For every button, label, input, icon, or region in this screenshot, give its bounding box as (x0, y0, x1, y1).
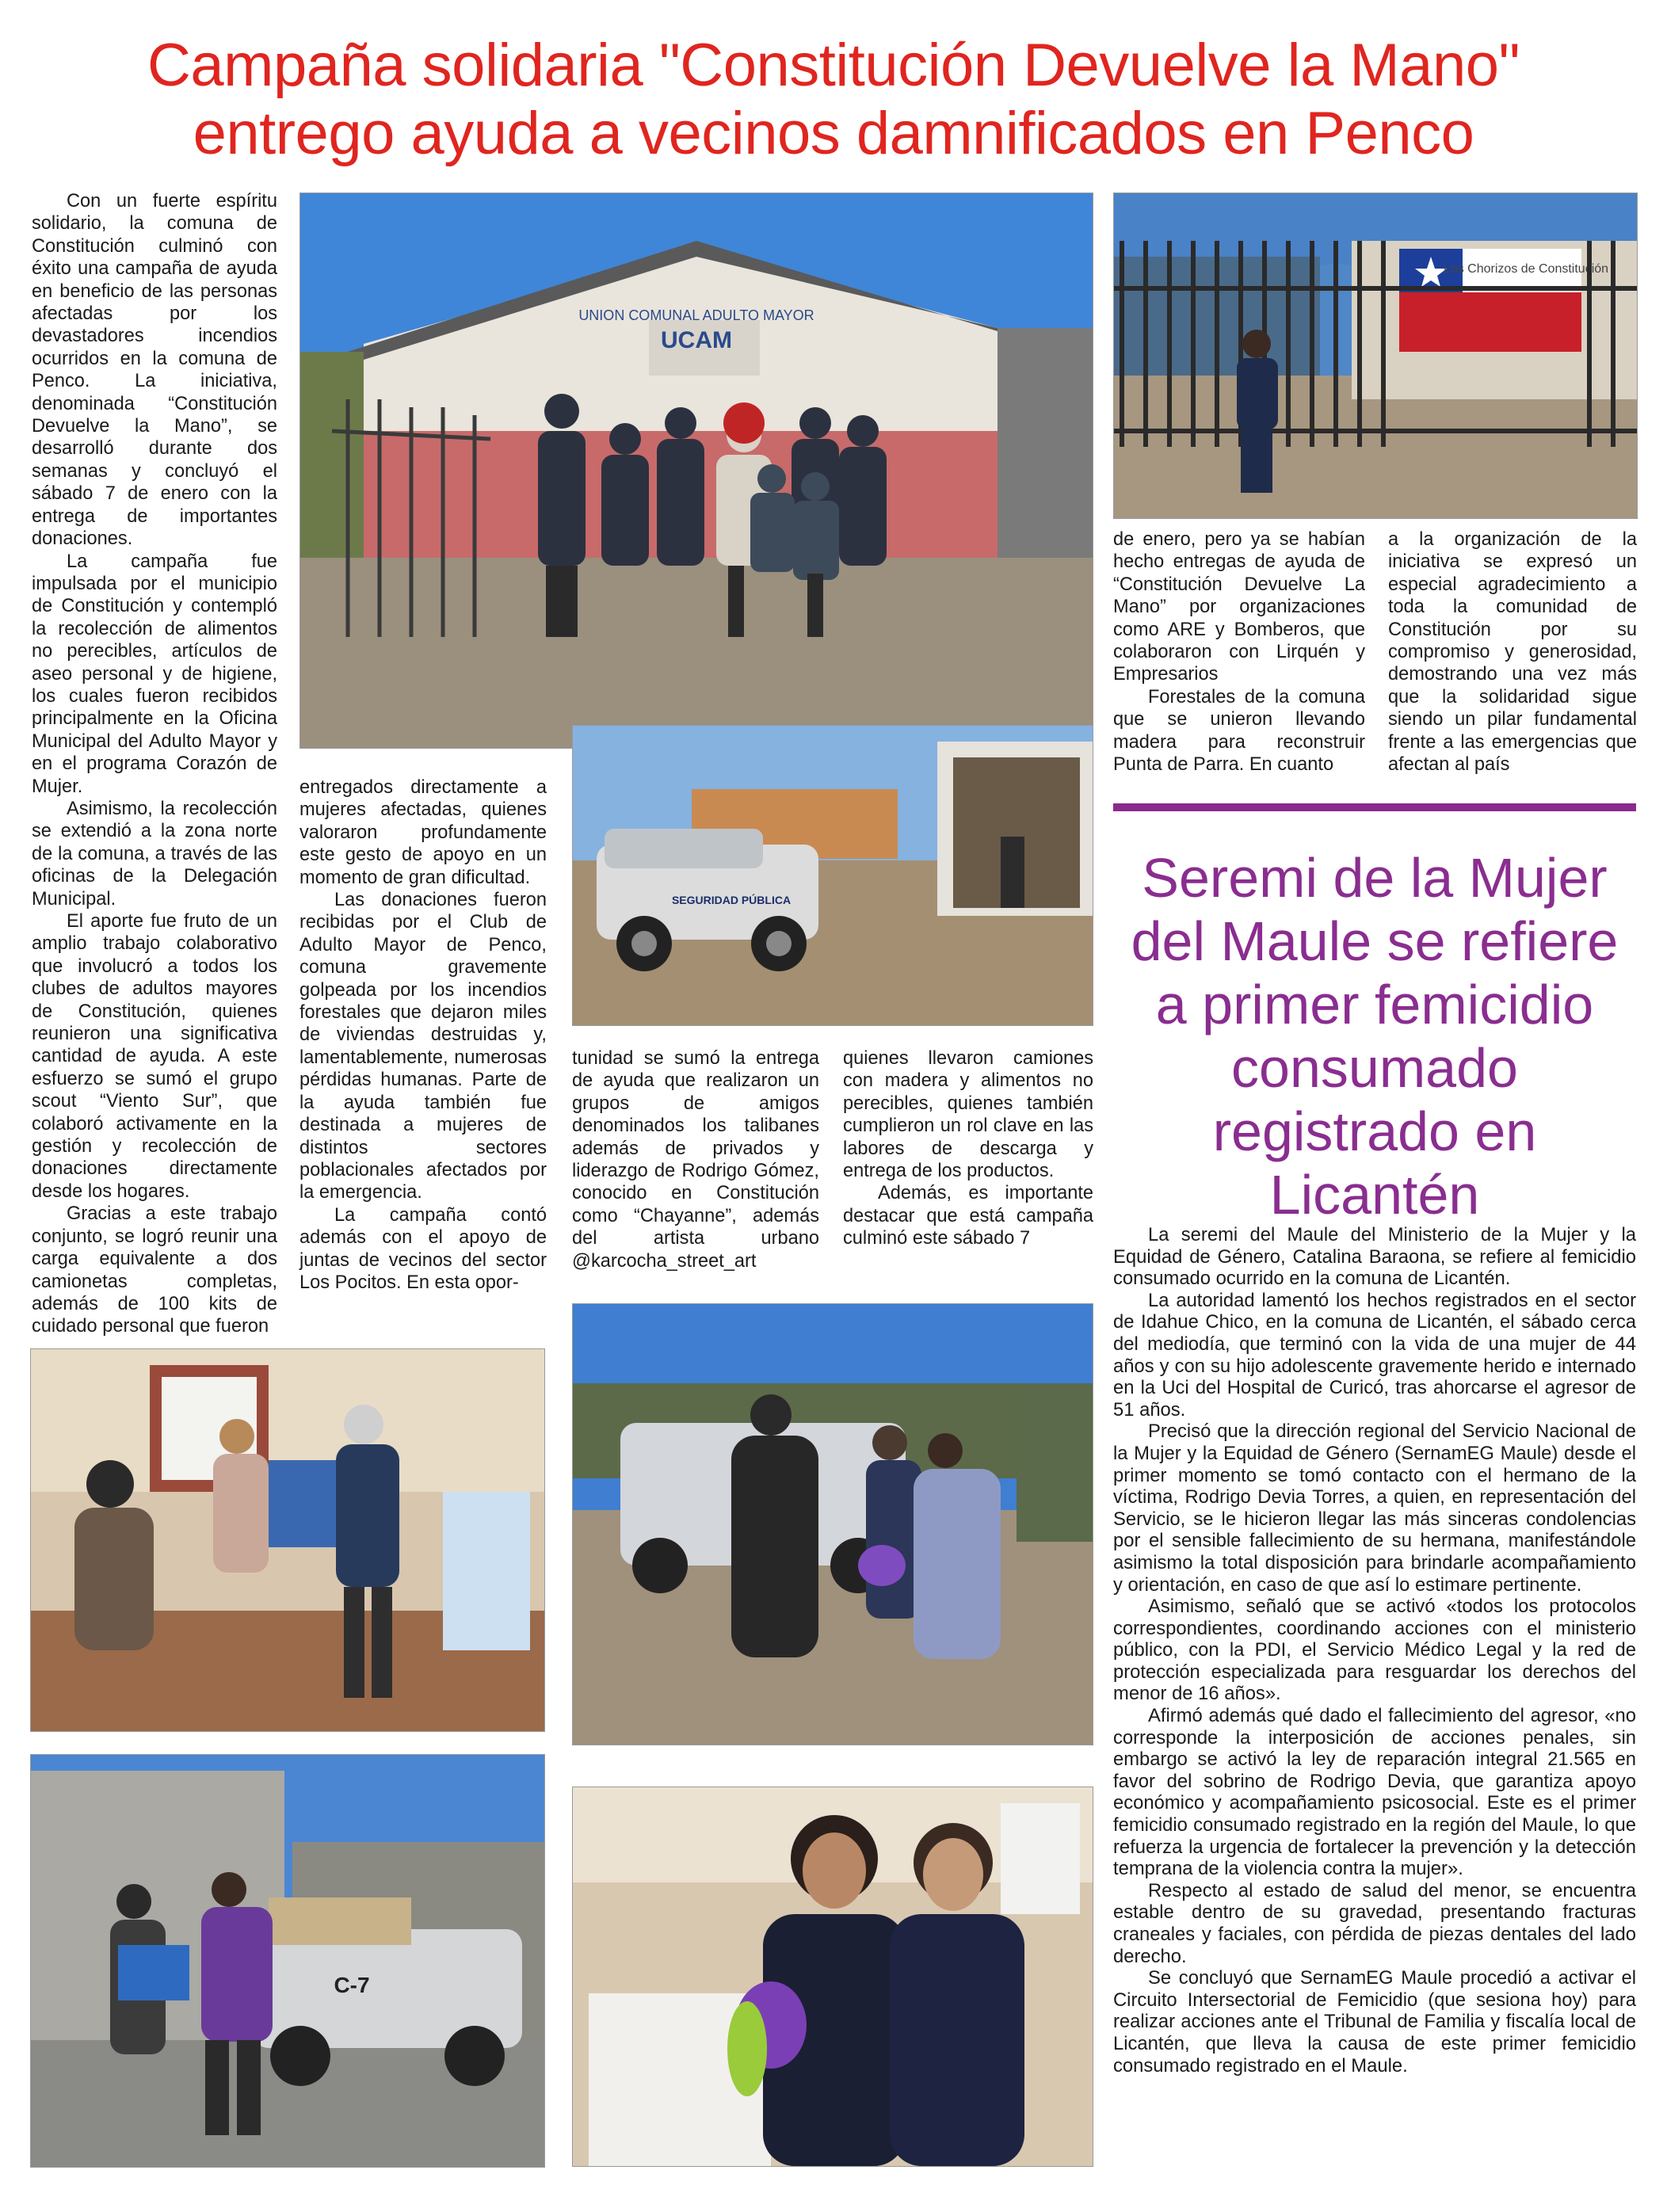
paragraph: Gracias a este trabajo conjunto, se logró reunir una carga equivalente a dos camionetas completas, además de 100 kits de cuidado personal que fueron (32, 1203, 277, 1337)
paragraph: Afirmó además qué dado el fallecimiento del agresor, «no corresponde la interposición de acciones penales, sin embargo se activó la ley de reparación integral 21.565 en favor del sobrino de Rodrigo Devia, que garantiza apoyo económico y acompañamiento psicosocial. Este es el primer femicidio consumado registrado en la región del Maule, lo que refuerza la urgencia de fortalecer la prevención y la detección temprana de la violencia contra la mujer». (1113, 1705, 1636, 1880)
paragraph: La campaña fue impulsada por el municipio de Constitución y contempló la recolección de alimentos no perecibles, artículos de aseo personal y de higiene, los cuales fueron recibidos principalmente en la Oficina Municipal del Adulto Mayor y en el programa Corazón de Mujer. (32, 551, 277, 797)
paragraph: La autoridad lamentó los hechos registrados en el sector de Idahue Chico, en la comuna de Licantén, el sábado cerca del mediodía, que terminó con la vida de una mujer de 44 años y con su hijo adolescente gravemente herido e internado en la Uci del Hospital de Curicó, tras ahorcarse el agresor de 51 años. (1113, 1289, 1636, 1421)
article1-col1 (32, 190, 277, 1338)
title-line: del Maule se refiere (1131, 910, 1619, 972)
paragraph: Forestales de la comuna que se unieron llevando madera para reconstruir Punta de Parra. En cuanto (1113, 686, 1365, 776)
building-sign-line1: UNION COMUNAL ADULTO MAYOR (578, 307, 814, 323)
article1-col3 (572, 1047, 819, 1272)
article2-body (1113, 1224, 1636, 2077)
title-line: a primer femicidio (1155, 974, 1594, 1035)
paragraph: Asimismo, señaló que se activó «todos los protocolos correspondientes, coordinando acciones con el ministerio público, con la PDI, el Servicio Médico Legal y la red de protección especializada para resguardar los derechos del menor de 16 años». (1113, 1596, 1636, 1705)
title-line: Licantén (1269, 1164, 1480, 1226)
building-sign-line2: UCAM (661, 327, 732, 353)
article2-title (1113, 846, 1636, 1226)
paragraph: La seremi del Maule del Ministerio de la Mujer y la Equidad de Género, Catalina Baraona, se refiere al femicidio consumado ocurrido en la comuna de Licantén. (1113, 1224, 1636, 1290)
paragraph: quienes llevaron camiones con madera y alimentos no perecibles, quienes también cumplieron un rol clave en las labores de descarga y entrega de los productos. (843, 1048, 1093, 1182)
title-line: consumado (1231, 1037, 1518, 1099)
photo-two-women (572, 1787, 1093, 2167)
photo-outdoor-pickup (572, 1303, 1093, 1745)
truck-code-label: C-7 (334, 1973, 370, 1997)
section-divider (1113, 803, 1636, 811)
paragraph: Precisó que la dirección regional del Servicio Nacional de la Mujer y la Equidad de Género (SernamEG Maule) desde el primer momento se tomó contacto con el hermano de la víctima, Rodrigo Devia Torres, a quien, en representación del Servicio, se le hicieron llegar las más sinceras condolencias por el sensible fallecimiento de su hermana, manifestándole asimismo la total disposición para brindarle acompañamiento y orientación, en caso de que así lo estimare pertinente. (1113, 1421, 1636, 1596)
paragraph: Con un fuerte espíritu solidario, la comuna de Constitución culminó con éxito una campaña de ayuda en beneficio de las personas afectadas por los devastadores incendios ocurridos en la comuna de Penco. La iniciativa, denominada “Constitución Devuelve la Mano”, se desarrolló durante dos semanas y concluyó el sábado 7 de enero con la entrega de importantes donaciones. (32, 191, 277, 550)
headline-line-1: Campaña solidaria "Constitución Devuelve la Mano" (147, 32, 1520, 99)
photo-flag-fence (1113, 193, 1638, 519)
photo-pickup-c7 (30, 1754, 545, 2168)
headline-line-2: entrego ayuda a vecinos damnificados en Penco (193, 100, 1474, 167)
article1-col4 (843, 1047, 1093, 1250)
article1-col2 (299, 776, 547, 1294)
photo-group-ucam (299, 193, 1093, 749)
paragraph: Respecto al estado de salud del menor, se encuentra estable dentro de su gravedad, presentando fracturas craneales y faciales, con pérdida de piezas dentales del lado derecho. (1113, 1879, 1636, 1967)
paragraph: Se concluyó que SernamEG Maule procedió a activar el Circuito Intersectorial de Femicidio (que sesiona hoy) para realizar acciones ante el Tribunal de Familia y fiscalía local de Licantén, que lleva la causa de este primer femicidio consumado registrado en el Maule. (1113, 1967, 1636, 2077)
article1-col5 (1113, 528, 1365, 776)
title-line: registrado en (1212, 1100, 1537, 1162)
photo-indoor-boxes (30, 1348, 545, 1732)
article1-col6 (1388, 528, 1637, 776)
truck-door-label: SEGURIDAD PÚBLICA (671, 894, 792, 906)
paragraph: de enero, pero ya se habían hecho entregas de ayuda de “Constitución Devuelve La Mano” por organizaciones como ARE y Bomberos, que colaboraron con Lirquén y Empresarios (1113, 529, 1365, 685)
photo-truck-wood (572, 725, 1093, 1026)
page-headline (32, 32, 1635, 168)
title-line: Seremi de la Mujer (1142, 847, 1608, 909)
paragraph: a la organización de la iniciativa se expresó un especial agradecimiento a toda la comunidad de Constitución por su compromiso y generosidad, demostrando una vez más que la solidaridad sigue siendo un pilar fundamental frente a las emergencias que afectan al país (1388, 529, 1637, 776)
paragraph: tunidad se sumó la entrega de ayuda que realizaron un grupos de amigos denominados los talibanes además de privados y liderazgo de Rodrigo Gómez, conocido en Constitución como “Chayanne”, además del artista urbano @karcocha_street_art (572, 1048, 819, 1272)
paragraph: Además, es importante destacar que está campaña culminó este sábado 7 (843, 1183, 1093, 1249)
paragraph: El aporte fue fruto de un amplio trabajo colaborativo que involucró a todos los clubes de adultos mayores de Constitución, quienes reunieron una significativa cantidad de ayuda. A este esfuerzo se sumó el grupo scout “Viento Sur”, que colaboró activamente en la gestión y recolección de donaciones directamente desde los hogares. (32, 911, 277, 1202)
paragraph: Asimismo, la recolección se extendió a la zona norte de la comuna, a través de las oficinas de la Delegación Municipal. (32, 798, 277, 910)
flag-handwritten-text: Los Chorizos de Constitución (1443, 262, 1609, 276)
paragraph: La campaña contó además con el apoyo de juntas de vecinos del sector Los Pocitos. En esta opor- (299, 1204, 547, 1293)
paragraph: entregados directamente a mujeres afectadas, quienes valoraron profundamente este gesto de apoyo en un momento de gran dificultad. (299, 777, 547, 888)
paragraph: Las donaciones fueron recibidas por el Club de Adulto Mayor de Penco, comuna gravemente golpeada por los incendios forestales que dejaron miles de viviendas destruidas y, lamentablemente, numerosas pérdidas humanas. Parte de la ayuda también fue destinada a mujeres de distintos sectores poblacionales afectados por la emergencia. (299, 890, 547, 1203)
